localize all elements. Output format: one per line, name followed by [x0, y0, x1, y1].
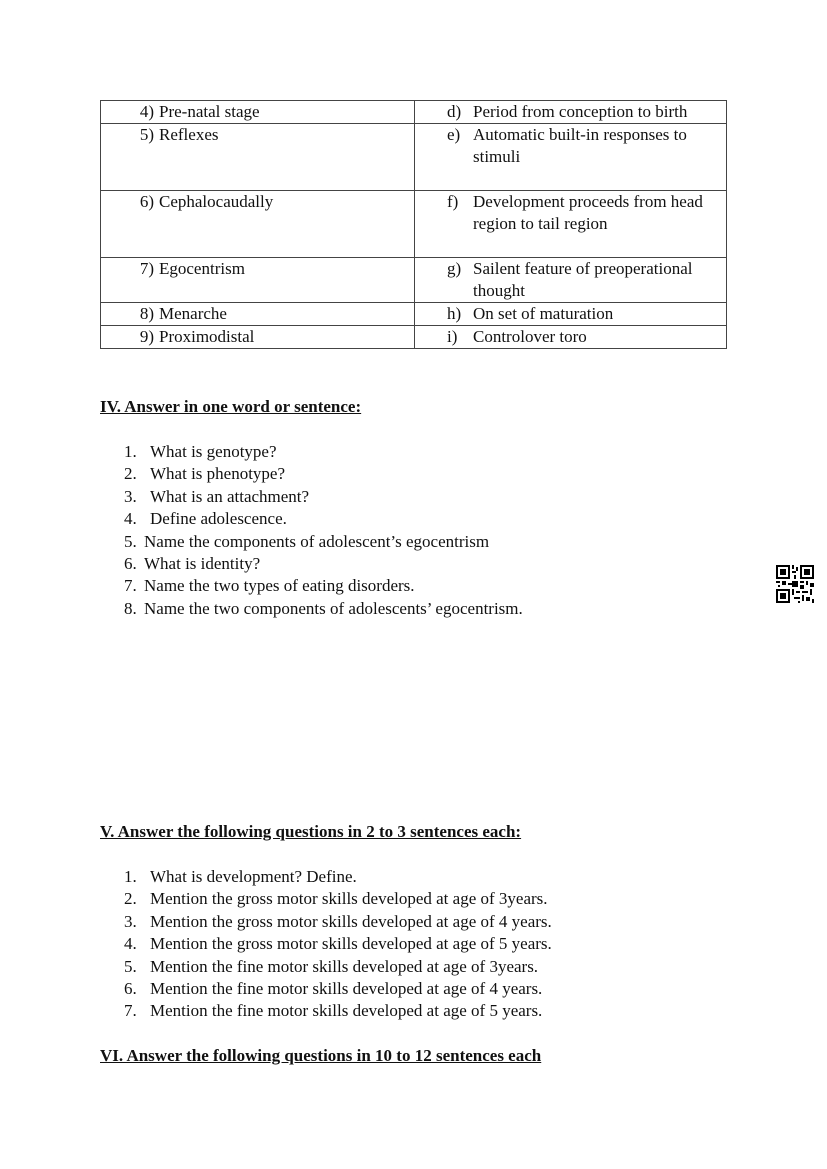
question-text: What is phenotype?	[150, 464, 286, 484]
left-item-number: 7)	[139, 259, 154, 278]
question-number: 7.	[124, 1001, 137, 1021]
left-item-number: 8)	[139, 304, 154, 323]
question-number: 2.	[124, 889, 137, 909]
list-item	[124, 575, 523, 597]
left-item-text: Proximodistal	[159, 327, 255, 346]
right-item-letter: g)	[447, 259, 462, 278]
section-v-question-list	[124, 866, 552, 1023]
list-item	[124, 911, 552, 933]
question-text: Name the components of adolescent’s egocentrism	[144, 531, 490, 551]
question-number: 4.	[124, 934, 137, 954]
list-item	[124, 553, 523, 575]
question-number: 8.	[124, 598, 137, 618]
question-text: What is genotype?	[150, 442, 277, 461]
right-item-letter: d)	[447, 102, 462, 121]
question-text: Mention the fine motor skills developed at age of 4 years.	[150, 979, 543, 999]
list-item	[124, 978, 552, 1000]
table-row	[101, 101, 727, 124]
question-text: Mention the gross motor skills developed at age of 5 years.	[150, 934, 552, 954]
left-item-text: Egocentrism	[159, 259, 245, 278]
list-item	[124, 1000, 552, 1022]
right-item-letter: e)	[447, 125, 461, 144]
table-row	[101, 258, 727, 303]
qr-code-icon	[776, 565, 814, 603]
table-row	[101, 303, 727, 326]
right-item-text: Sailent feature of preoperational thought	[473, 259, 693, 300]
question-number: 5.	[124, 531, 137, 551]
question-text: Name the two components of adolescents’ egocentrism.	[144, 598, 523, 618]
left-item-number: 9)	[139, 327, 154, 346]
list-item	[124, 486, 523, 508]
list-item	[124, 508, 523, 530]
right-item-letter: h)	[447, 304, 462, 323]
list-item	[124, 956, 552, 978]
question-text: What is an attachment?	[150, 486, 310, 506]
matching-table	[100, 100, 727, 349]
table-row	[101, 191, 727, 258]
question-number: 3.	[124, 911, 137, 931]
table-row	[101, 326, 727, 349]
list-item	[124, 441, 523, 463]
right-item-text: Automatic built-in responses to stimuli	[473, 125, 687, 166]
question-text: Mention the gross motor skills developed at age of 4 years.	[150, 911, 552, 931]
right-item-letter: i)	[447, 327, 458, 346]
right-item-letter: f)	[447, 192, 459, 211]
left-item-text: Cephalocaudally	[159, 192, 274, 211]
list-item	[124, 531, 523, 553]
question-text: What is development? Define.	[150, 867, 357, 886]
question-number: 6.	[124, 554, 137, 574]
section-vi-heading: VI. Answer the following questions in 10 to 12 sentences each	[100, 1046, 542, 1065]
question-number: 1.	[124, 442, 137, 461]
left-item-number: 5)	[139, 125, 154, 144]
left-item-number: 6)	[139, 192, 154, 211]
left-item-number: 4)	[139, 102, 154, 121]
section-iv-heading: IV. Answer in one word or sentence:	[100, 397, 362, 416]
list-item	[124, 888, 552, 910]
question-text: Mention the fine motor skills developed at age of 3years.	[150, 956, 539, 976]
question-text: Name the two types of eating disorders.	[144, 576, 415, 596]
left-item-text: Menarche	[159, 304, 227, 323]
list-item	[124, 598, 523, 620]
table-row	[101, 124, 727, 191]
list-item	[124, 866, 552, 888]
question-number: 4.	[124, 509, 137, 529]
section-v-heading: V. Answer the following questions in 2 to 3 sentences each:	[100, 822, 522, 841]
right-item-text: On set of maturation	[473, 304, 614, 323]
list-item	[124, 933, 552, 955]
question-text: Define adolescence.	[150, 509, 287, 529]
left-item-text: Pre-natal stage	[159, 102, 260, 121]
question-number: 6.	[124, 979, 137, 999]
question-number: 1.	[124, 867, 137, 886]
question-text: What is identity?	[144, 554, 261, 574]
right-item-text: Period from conception to birth	[473, 102, 688, 121]
section-iv-question-list	[124, 441, 523, 620]
question-number: 7.	[124, 576, 137, 596]
question-number: 5.	[124, 956, 137, 976]
left-item-text: Reflexes	[159, 125, 219, 144]
question-text: Mention the gross motor skills developed at age of 3years.	[150, 889, 548, 909]
question-number: 3.	[124, 486, 137, 506]
question-number: 2.	[124, 464, 137, 484]
list-item	[124, 463, 523, 485]
right-item-text: Controlover toro	[473, 327, 587, 346]
question-text: Mention the fine motor skills developed at age of 5 years.	[150, 1001, 543, 1021]
right-item-text: Development proceeds from head region to tail region	[473, 192, 703, 233]
